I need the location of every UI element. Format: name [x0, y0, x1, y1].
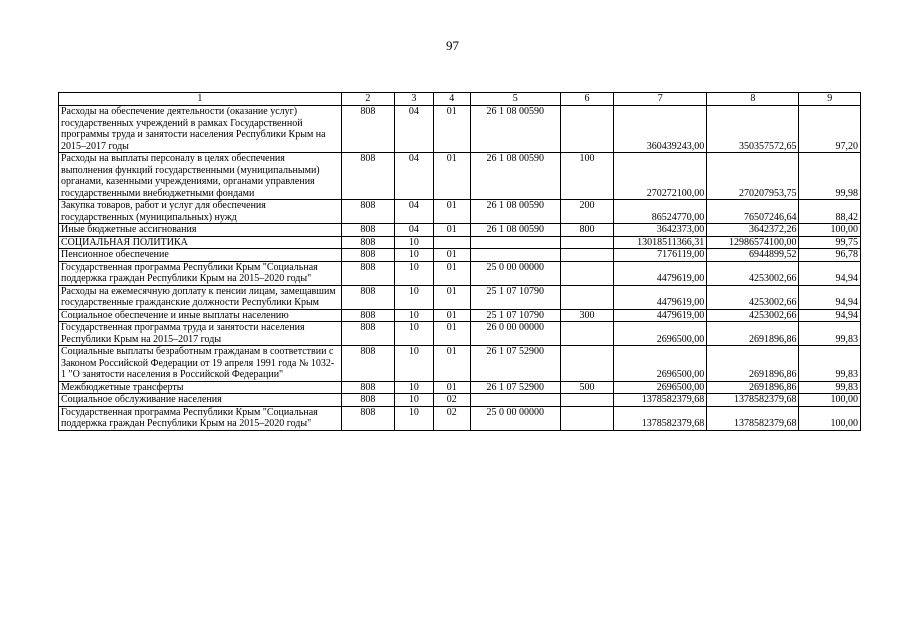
expense-type-cell	[560, 394, 613, 407]
actual-amount-cell: 2691896,86	[707, 346, 799, 382]
row-name-cell: Государственная программа труда и занятости населения Республики Крым на 2015–2017 годы	[59, 322, 342, 346]
admin-code-cell: 808	[341, 322, 394, 346]
actual-amount-cell: 6944899,52	[707, 249, 799, 262]
section-cell: 10	[394, 261, 433, 285]
actual-amount-cell: 1378582379,68	[707, 406, 799, 430]
planned-amount-cell: 1378582379,68	[614, 394, 707, 407]
actual-amount-cell: 12986574100,00	[707, 236, 799, 249]
target-article-cell: 26 1 08 00590	[470, 224, 560, 237]
planned-amount-cell: 2696500,00	[614, 346, 707, 382]
percent-cell: 99,98	[799, 153, 861, 200]
row-name-cell: Социальное обслуживание населения	[59, 394, 342, 407]
admin-code-cell: 808	[341, 381, 394, 394]
target-article-cell: 26 1 07 52900	[470, 346, 560, 382]
row-name-cell: Социальное обеспечение и иные выплаты населению	[59, 309, 342, 322]
column-header: 4	[433, 93, 470, 106]
subsection-cell	[433, 236, 470, 249]
subsection-cell: 01	[433, 381, 470, 394]
subsection-cell: 02	[433, 394, 470, 407]
subsection-cell: 01	[433, 309, 470, 322]
column-header: 3	[394, 93, 433, 106]
actual-amount-cell: 4253002,66	[707, 261, 799, 285]
subsection-cell: 01	[433, 285, 470, 309]
actual-amount-cell: 2691896,86	[707, 381, 799, 394]
expense-type-cell	[560, 249, 613, 262]
actual-amount-cell: 3642372,26	[707, 224, 799, 237]
subsection-cell: 02	[433, 406, 470, 430]
expense-type-cell	[560, 285, 613, 309]
subsection-cell: 01	[433, 322, 470, 346]
subsection-cell: 01	[433, 153, 470, 200]
section-cell: 10	[394, 236, 433, 249]
column-header: 9	[799, 93, 861, 106]
percent-cell: 100,00	[799, 394, 861, 407]
planned-amount-cell: 86524770,00	[614, 200, 707, 224]
percent-cell: 94,94	[799, 261, 861, 285]
section-cell: 04	[394, 200, 433, 224]
section-cell: 10	[394, 406, 433, 430]
subsection-cell: 01	[433, 200, 470, 224]
planned-amount-cell: 4479619,00	[614, 261, 707, 285]
actual-amount-cell: 4253002,66	[707, 285, 799, 309]
row-name-cell: Расходы на выплаты персоналу в целях обеспечения выполнения функций государственными (муниципальными) органами, казенными учреждениями, органами управления государственными внебюджетными фондами	[59, 153, 342, 200]
row-name-cell: Государственная программа Республики Крым "Социальная поддержка граждан Республики Крым на 2015–2020 годы"	[59, 406, 342, 430]
expense-type-cell	[560, 236, 613, 249]
target-article-cell: 26 1 08 00590	[470, 106, 560, 153]
row-name-cell: Государственная программа Республики Крым "Социальная поддержка граждан Республики Крым на 2015–2020 годы"	[59, 261, 342, 285]
percent-cell: 94,94	[799, 309, 861, 322]
admin-code-cell: 808	[341, 224, 394, 237]
column-header: 7	[614, 93, 707, 106]
target-article-cell: 25 1 07 10790	[470, 285, 560, 309]
table-row	[59, 381, 861, 394]
planned-amount-cell: 7176119,00	[614, 249, 707, 262]
planned-amount-cell: 13018511366,31	[614, 236, 707, 249]
target-article-cell: 26 1 08 00590	[470, 200, 560, 224]
table-header-row	[59, 93, 861, 106]
table-row	[59, 346, 861, 382]
planned-amount-cell: 360439243,00	[614, 106, 707, 153]
table-row	[59, 322, 861, 346]
admin-code-cell: 808	[341, 153, 394, 200]
section-cell: 10	[394, 346, 433, 382]
expense-type-cell: 500	[560, 381, 613, 394]
percent-cell: 96,78	[799, 249, 861, 262]
target-article-cell	[470, 394, 560, 407]
section-cell: 10	[394, 249, 433, 262]
percent-cell: 99,83	[799, 381, 861, 394]
section-cell: 04	[394, 106, 433, 153]
section-cell: 10	[394, 309, 433, 322]
subsection-cell: 01	[433, 261, 470, 285]
admin-code-cell: 808	[341, 394, 394, 407]
expense-type-cell	[560, 346, 613, 382]
target-article-cell: 25 1 07 10790	[470, 309, 560, 322]
admin-code-cell: 808	[341, 406, 394, 430]
column-header: 1	[59, 93, 342, 106]
admin-code-cell: 808	[341, 261, 394, 285]
column-header: 8	[707, 93, 799, 106]
expense-type-cell	[560, 106, 613, 153]
section-cell: 04	[394, 153, 433, 200]
expense-type-cell	[560, 261, 613, 285]
target-article-cell: 26 0 00 00000	[470, 322, 560, 346]
subsection-cell: 01	[433, 346, 470, 382]
row-name-cell: СОЦИАЛЬНАЯ ПОЛИТИКА	[59, 236, 342, 249]
table-row	[59, 406, 861, 430]
row-name-cell: Закупка товаров, работ и услуг для обеспечения государственных (муниципальных) нужд	[59, 200, 342, 224]
admin-code-cell: 808	[341, 106, 394, 153]
admin-code-cell: 808	[341, 346, 394, 382]
table-row	[59, 249, 861, 262]
target-article-cell	[470, 236, 560, 249]
percent-cell: 94,94	[799, 285, 861, 309]
column-header: 2	[341, 93, 394, 106]
row-name-cell: Межбюджетные трансферты	[59, 381, 342, 394]
actual-amount-cell: 1378582379,68	[707, 394, 799, 407]
table-row	[59, 285, 861, 309]
table-row	[59, 153, 861, 200]
expense-type-cell: 800	[560, 224, 613, 237]
target-article-cell: 25 0 00 00000	[470, 406, 560, 430]
planned-amount-cell: 3642373,00	[614, 224, 707, 237]
row-name-cell: Пенсионное обеспечение	[59, 249, 342, 262]
row-name-cell: Расходы на обеспечение деятельности (оказание услуг) государственных учреждений в рамках Государственной программы труда и занятости населения Республики Крым на 2015–2017 годы	[59, 106, 342, 153]
planned-amount-cell: 2696500,00	[614, 381, 707, 394]
admin-code-cell: 808	[341, 285, 394, 309]
column-header: 6	[560, 93, 613, 106]
percent-cell: 100,00	[799, 406, 861, 430]
planned-amount-cell: 4479619,00	[614, 285, 707, 309]
planned-amount-cell: 2696500,00	[614, 322, 707, 346]
section-cell: 10	[394, 381, 433, 394]
target-article-cell: 26 1 08 00590	[470, 153, 560, 200]
planned-amount-cell: 4479619,00	[614, 309, 707, 322]
admin-code-cell: 808	[341, 309, 394, 322]
table-row	[59, 261, 861, 285]
section-cell: 10	[394, 322, 433, 346]
admin-code-cell: 808	[341, 249, 394, 262]
expense-type-cell: 100	[560, 153, 613, 200]
target-article-cell: 26 1 07 52900	[470, 381, 560, 394]
subsection-cell: 01	[433, 106, 470, 153]
column-header: 5	[470, 93, 560, 106]
subsection-cell: 01	[433, 249, 470, 262]
planned-amount-cell: 1378582379,68	[614, 406, 707, 430]
subsection-cell: 01	[433, 224, 470, 237]
table-row	[59, 200, 861, 224]
expense-type-cell	[560, 322, 613, 346]
table-row	[59, 309, 861, 322]
percent-cell: 99,83	[799, 346, 861, 382]
row-name-cell: Иные бюджетные ассигнования	[59, 224, 342, 237]
section-cell: 04	[394, 224, 433, 237]
percent-cell: 99,83	[799, 322, 861, 346]
percent-cell: 100,00	[799, 224, 861, 237]
section-cell: 10	[394, 285, 433, 309]
actual-amount-cell: 270207953,75	[707, 153, 799, 200]
section-cell: 10	[394, 394, 433, 407]
table-row	[59, 394, 861, 407]
actual-amount-cell: 76507246,64	[707, 200, 799, 224]
target-article-cell	[470, 249, 560, 262]
table-row	[59, 224, 861, 237]
actual-amount-cell: 350357572,65	[707, 106, 799, 153]
page-number: 97	[446, 38, 459, 53]
budget-table	[58, 92, 861, 431]
actual-amount-cell: 2691896,86	[707, 322, 799, 346]
percent-cell: 97,20	[799, 106, 861, 153]
row-name-cell: Расходы на ежемесячную доплату к пенсии лицам, замещавшим государственные гражданские должности Республики Крым	[59, 285, 342, 309]
actual-amount-cell: 4253002,66	[707, 309, 799, 322]
percent-cell: 99,75	[799, 236, 861, 249]
planned-amount-cell: 270272100,00	[614, 153, 707, 200]
table-row	[59, 236, 861, 249]
expense-type-cell: 200	[560, 200, 613, 224]
target-article-cell: 25 0 00 00000	[470, 261, 560, 285]
percent-cell: 88,42	[799, 200, 861, 224]
admin-code-cell: 808	[341, 200, 394, 224]
row-name-cell: Социальные выплаты безработным гражданам в соответствии с Законом Российской Федерации от 19 апреля 1991 года № 1032-1 "О занятости населения в Российской Федерации"	[59, 346, 342, 382]
table-row	[59, 106, 861, 153]
expense-type-cell	[560, 406, 613, 430]
admin-code-cell: 808	[341, 236, 394, 249]
expense-type-cell: 300	[560, 309, 613, 322]
